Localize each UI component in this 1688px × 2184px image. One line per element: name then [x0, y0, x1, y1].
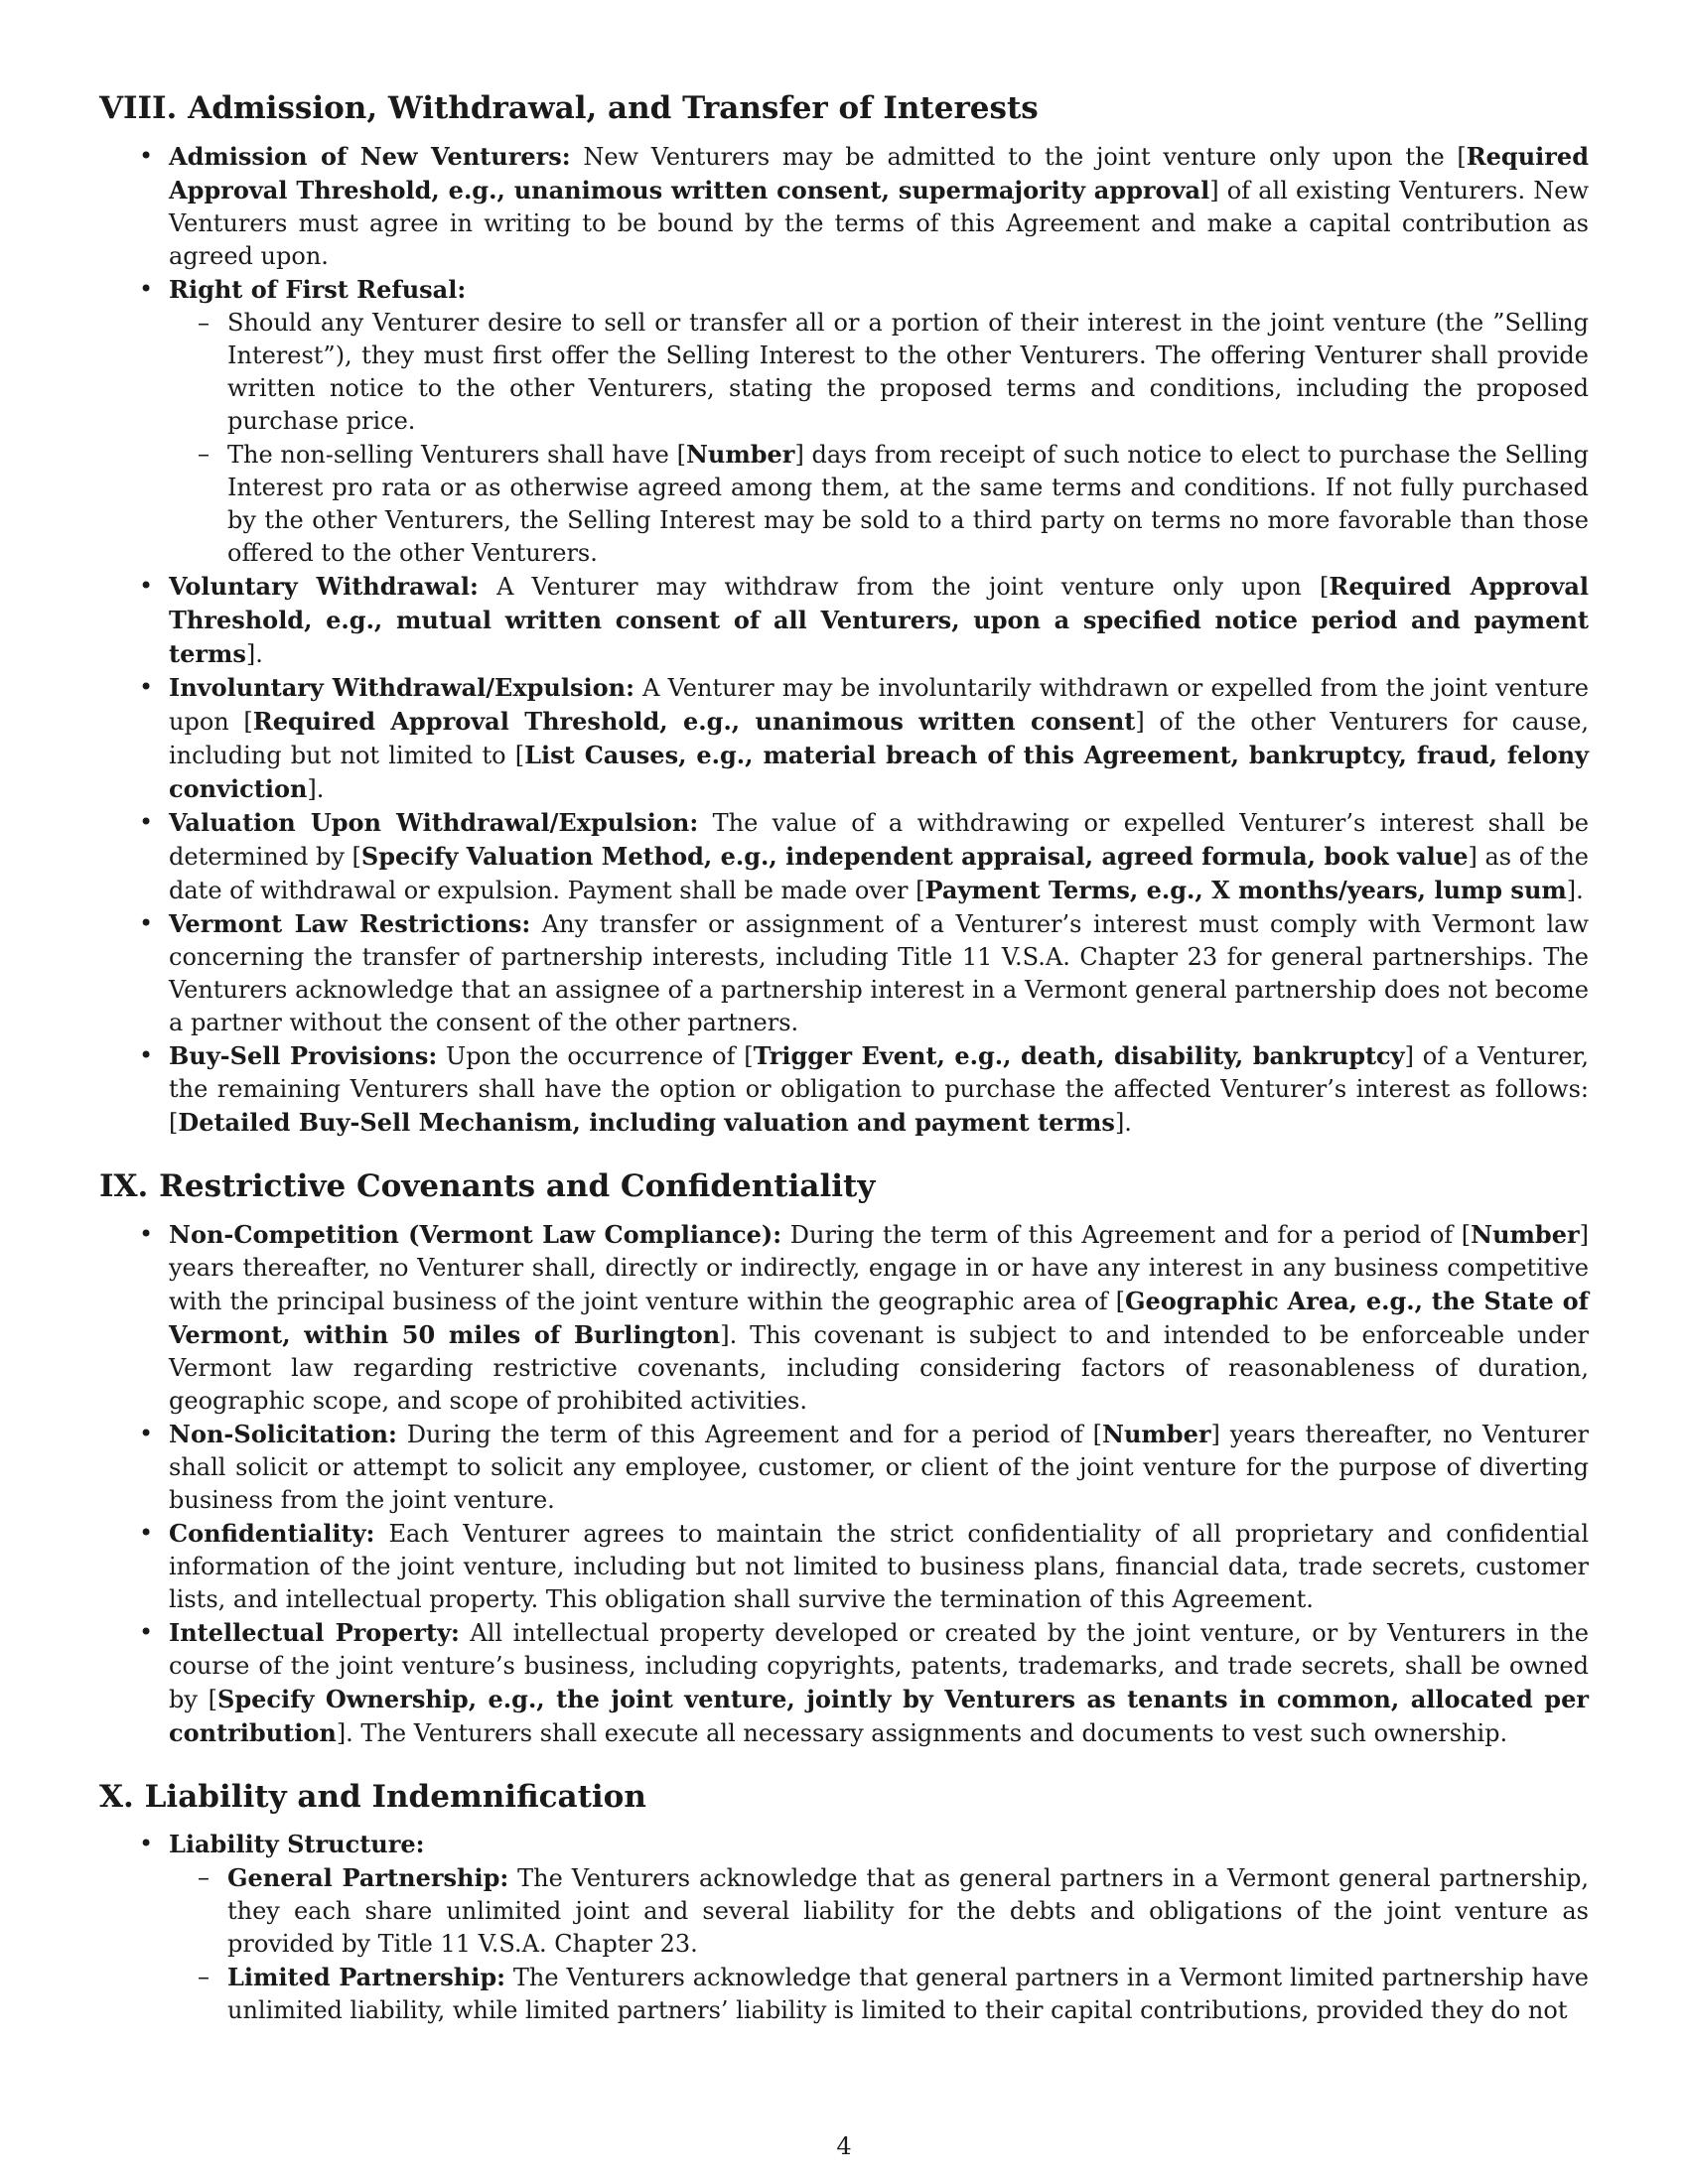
bullet-icon: •	[139, 672, 154, 701]
sub-list-item: – General Partnership: The Venturers acknowledge that as general partners in a Vermont general partnership, they each share unlimited joint and several liability for the debts and obligations of the joint venture as provided by Title 11 V.S.A. Chapter 23.	[198, 1863, 1590, 1959]
document-page	[99, 89, 1589, 2027]
sub-list	[169, 307, 1589, 570]
bullet-list	[99, 140, 1589, 1140]
sub-list	[169, 1861, 1589, 2027]
list-item: • Involuntary Withdrawal/Expulsion: A Venturer may be involuntarily withdrawn or expelled from the joint venture upon [Required Approval Threshold, e.g., unanimous written consent] of the other Venturers for cause, including but not limited to [List Causes, e.g., material breach of this Agreement, bankruptcy, fraud, felony conviction].	[139, 672, 1590, 803]
bullet-icon: •	[139, 1219, 154, 1248]
list-item: • Intellectual Property: All intellectual property developed or created by the joint venture, or by Venturers in the course of the joint venture’s business, including copyrights, patents, trademarks, and trade secrets, shall be owned by [Specify Ownership, e.g., the joint venture, jointly by Venturers as tenants in common, allocated per contribution]. The Venturers shall execute all necessary assignments and documents to vest such ownership.	[139, 1617, 1589, 1747]
bullet-icon: •	[139, 807, 154, 836]
list-item: • Liability Structure: – General Partnership: The Venturers acknowledge that as general partners in a Vermont general partnership, they each share unlimited joint and several liability for the debts and obligations of the joint venture as provided by Title 11 V.S.A. Chapter 23. – Limited Partnership: The Venturers acknowledge that general partners in a Vermont limited partnership have unlimited liability, while limited partners’ liability is limited to their capital contributions, provided they do not	[169, 1828, 1589, 2027]
list-item: • Right of First Refusal: – Should any Venturer desire to sell or transfer all or a portion of their interest in the joint venture (the ”Selling Interest”), they must first offer the Selling Interest to the other Venturers. The offering Venturer shall provide written notice to the other Venturers, stating the proposed terms and conditions, including the proposed purchase price. – The non-selling Venturers shall have [Number] days from receipt of such notice to elect to purchase the Selling Interest pro rata or as otherwise agreed among them, at the same terms and conditions. If not fully purchased by the other Venturers, the Selling Interest may be sold to a third party on terms no more favorable than those offered to the other Venturers.	[169, 273, 1589, 570]
list-item: • Non-Competition (Vermont Law Compliance): During the term of this Agreement and for a period of [Number] years thereafter, no Venturer shall, directly or indirectly, engage in or have any interest in any business competitive with the principal business of the joint venture within the geographic area of [Geographic Area, e.g., the State of Vermont, within 50 miles of Burlington]. This covenant is subject to and intended to be enforceable under Vermont law regarding restrictive covenants, including considering factors of reasonableness of duration, geographic scope, and scope of prohibited activities.	[139, 1219, 1590, 1415]
list-item: • Buy-Sell Provisions: Upon the occurrence of [Trigger Event, e.g., death, disability, bankruptcy] of a Venturer, the remaining Venturers shall have the option or obligation to purchase the affected Venturer’s interest as follows: [Detailed Buy-Sell Mechanism, including valuation and payment terms].	[139, 1040, 1589, 1137]
sub-list-item: – Limited Partnership: The Venturers acknowledge that general partners in a Vermont limited partnership have unlimited liability, while limited partners’ liability is limited to their capital contributions, provided they do not	[198, 1963, 1589, 2025]
list-item: • Valuation Upon Withdrawal/Expulsion: The value of a withdrawing or expelled Venturer’s interest shall be determined by [Specify Valuation Method, e.g., independent appraisal, agreed formula, book value] as of the date of withdrawal or expulsion. Payment shall be made over [Payment Terms, e.g., X months/years, lump sum].	[139, 807, 1590, 904]
list-item: • Admission of New Venturers: New Venturers may be admitted to the joint venture only upon the [Required Approval Threshold, e.g., unanimous written consent, supermajority approval] of all existing Venturers. New Venturers must agree in writing to be bound by the terms of this Agreement and make a capital contribution as agreed upon.	[139, 141, 1589, 270]
bullet-icon: •	[139, 1040, 154, 1069]
page-number: 4	[836, 2132, 852, 2160]
bullet-icon: •	[139, 571, 154, 600]
list-item: • Vermont Law Restrictions: Any transfer or assignment of a Venturer’s interest must comply with Vermont law concerning the transfer of partnership interests, including Title 11 V.S.A. Chapter 23 for general partnerships. The Venturers acknowledge that an assignee of a partnership interest in a Vermont general partnership does not become a partner without the consent of the other partners.	[139, 908, 1589, 1036]
dash-icon: –	[198, 1963, 210, 1991]
section-heading: VIII. Admission, Withdrawal, and Transfer of Interests	[99, 90, 1039, 126]
bullet-icon: •	[139, 1419, 154, 1447]
section-heading: X. Liability and Indemnification	[99, 1778, 646, 1815]
bullet-icon: •	[139, 1518, 154, 1547]
bullet-icon: •	[139, 274, 154, 303]
bullet-icon: •	[139, 141, 154, 170]
section-heading: IX. Restrictive Covenants and Confidentiality	[99, 1167, 876, 1204]
list-item: • Confidentiality: Each Venturer agrees to maintain the strict confidentiality of all proprietary and confidential information of the joint venture, including but not limited to business plans, financial data, trade secrets, customer lists, and intellectual property. This obligation shall survive the termination of this Agreement.	[139, 1518, 1589, 1613]
list-item: • Voluntary Withdrawal: A Venturer may withdraw from the joint venture only upon [Required Approval Threshold, e.g., mutual written consent of all Venturers, upon a specified notice period and payment terms].	[139, 571, 1590, 668]
sub-list-item: – Should any Venturer desire to sell or transfer all or a portion of their interest in the joint venture (the ”Selling Interest”), they must first offer the Selling Interest to the other Venturers. The offering Venturer shall provide written notice to the other Venturers, stating the proposed terms and conditions, including the proposed purchase price.	[198, 308, 1589, 435]
dash-icon: –	[198, 1863, 210, 1892]
list-item: • Non-Solicitation: During the term of this Agreement and for a period of [Number] years thereafter, no Venturer shall solicit or attempt to solicit any employee, customer, or client of the joint venture for the purpose of diverting business from the joint venture.	[139, 1419, 1589, 1514]
bullet-icon: •	[139, 1617, 154, 1646]
bullet-icon: •	[139, 1830, 154, 1858]
dash-icon: –	[198, 439, 210, 468]
bullet-icon: •	[139, 908, 154, 937]
sub-list-item: – The non-selling Venturers shall have [Number] days from receipt of such notice to elect to purchase the Selling Interest pro rata or as otherwise agreed among them, at the same terms and conditions. If not fully purchased by the other Venturers, the Selling Interest may be sold to a third party on terms no more favorable than those offered to the other Venturers.	[198, 439, 1589, 567]
bullet-list	[99, 1218, 1589, 1750]
dash-icon: –	[198, 308, 210, 337]
bullet-list	[99, 1828, 1589, 2027]
